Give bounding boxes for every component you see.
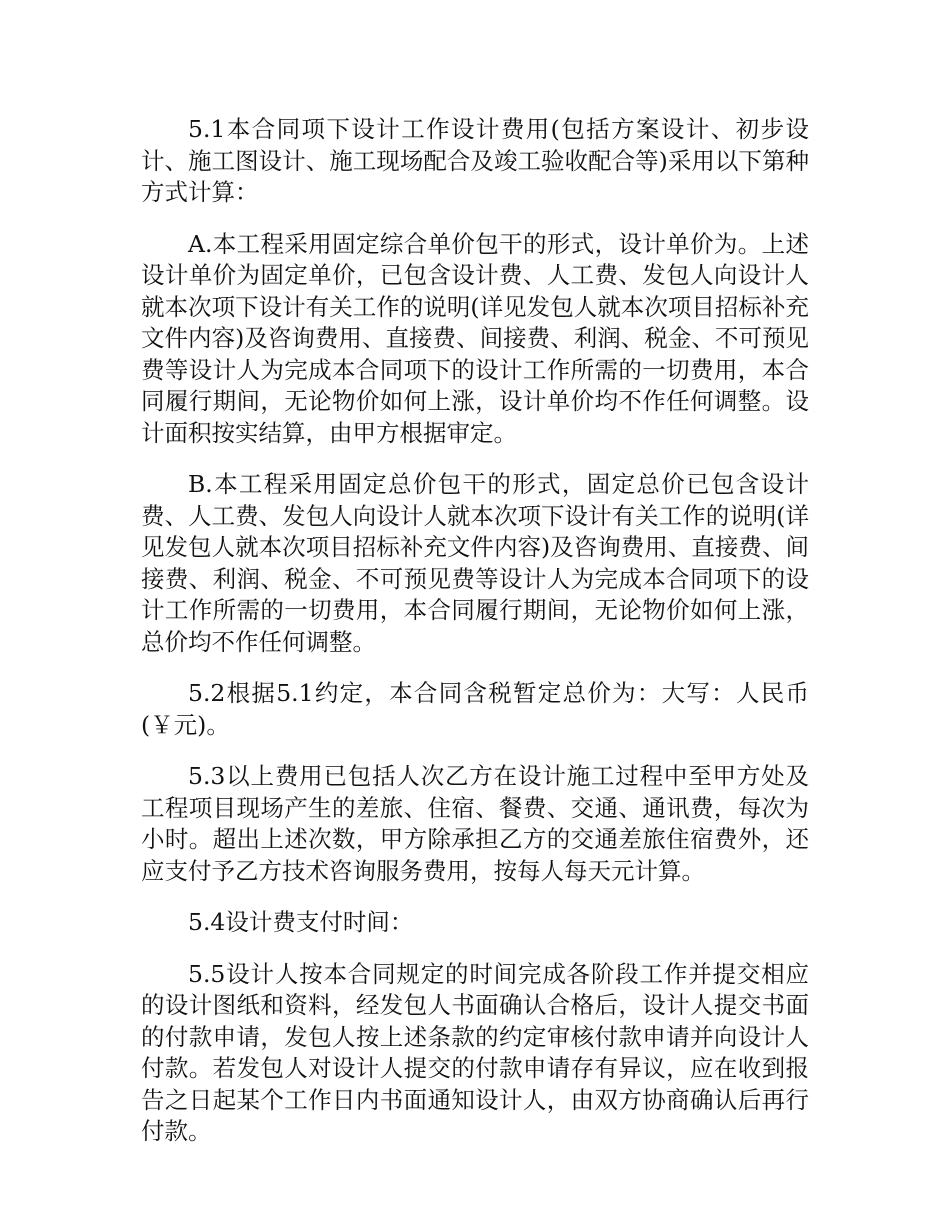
paragraph-5-4: 5.4设计费支付时间： <box>188 908 414 936</box>
paragraph-5-3: 5.3以上费用已包括人次乙方在设计施工过程中至甲方处及工程项目现场产生的差旅、住宿、餐费、交通、通讯费，每次为小时。超出上述次数，甲方除承担乙方的交通差旅住宿费外，还应支付予乙方技术咨询服务费用，按每人每天元计算。 <box>141 762 809 885</box>
paragraph-5-2: 5.2根据5.1约定，本合同含税暂定总价为：大写：人民币(￥元)。 <box>141 679 809 739</box>
document-body <box>141 114 809 1168</box>
paragraph-option-b: B.本工程采用固定总价包干的形式，固定总价已包含设计费、人工费、发包人向设计人就本次项下设计有关工作的说明(详见发包人就本次项目招标补充文件内容)及咨询费用、直接费、间接费、利润、税金、不可预见费等设计人为完成本合同项下的设计工作所需的一切费用，本合同履行期间，无论物价如何上涨，总价均不作任何调整。 <box>141 470 809 656</box>
paragraph-5-5: 5.5设计人按本合同规定的时间完成各阶段工作并提交相应的设计图纸和资料，经发包人书面确认合格后，设计人提交书面的付款申请，发包人按上述条款的约定审核付款申请并向设计人付款。若发包人对设计人提交的付款申请存有异议，应在收到报告之日起某个工作日内书面通知设计人，由双方协商确认后再行付款。 <box>141 959 809 1145</box>
paragraph-option-a: A.本工程采用固定综合单价包干的形式，设计单价为。上述设计单价为固定单价，已包含设计费、人工费、发包人向设计人就本次项下设计有关工作的说明(详见发包人就本次项目招标补充文件内容)及咨询费用、直接费、间接费、利润、税金、不可预见费等设计人为完成本合同项下的设计工作所需的一切费用，本合同履行期间，无论物价如何上涨，设计单价均不作任何调整。设计面积按实结算，由甲方根据审定。 <box>141 229 809 447</box>
paragraph-5-1: 5.1本合同项下设计工作设计费用(包括方案设计、初步设计、施工图设计、施工现场配合及竣工验收配合等)采用以下第种方式计算： <box>141 115 809 206</box>
